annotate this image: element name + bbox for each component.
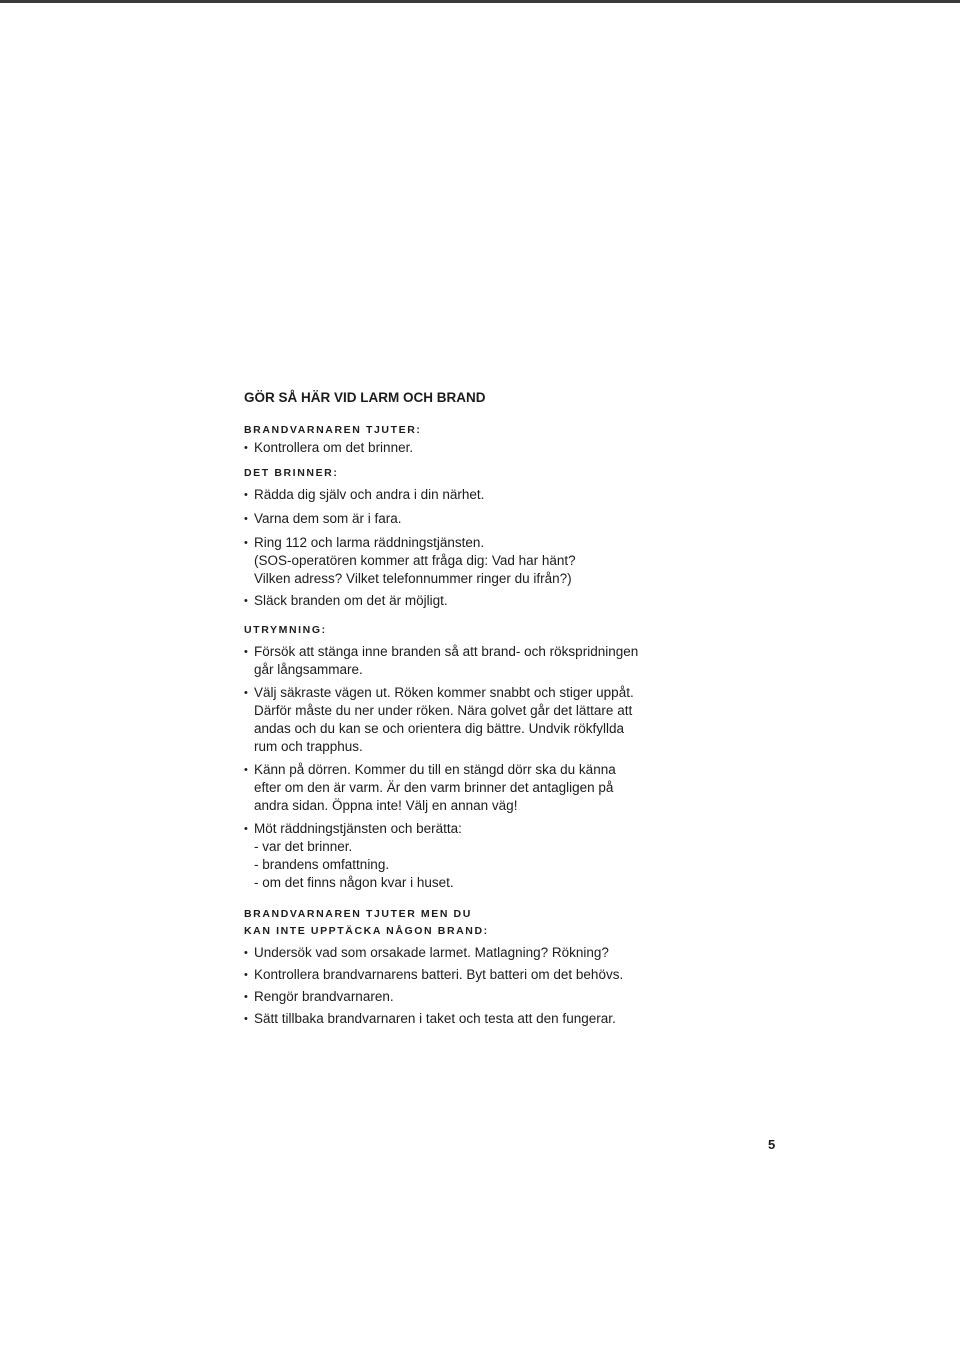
list-item-line: • Känn på dörren. Kommer du till en stängd dörr ska du känna <box>254 762 616 777</box>
page-number: 5 <box>768 1137 776 1152</box>
list-item-line: - brandens omfattning. <box>254 857 390 872</box>
section-brinner <box>244 465 684 610</box>
list-item-line: rum och trapphus. <box>254 739 363 754</box>
top-border-rule <box>0 0 960 3</box>
list-item-line: - om det finns någon kvar i huset. <box>254 875 454 890</box>
section-upptacka <box>244 906 684 1028</box>
section-heading-upptacka-cont: KAN INTE UPPTÄCKA NÅGON BRAND: <box>244 925 489 937</box>
list-item-line: • Välj säkraste vägen ut. Röken kommer snabbt och stiger uppåt. <box>254 685 634 700</box>
section-list-upptacka <box>244 944 684 1028</box>
list-item: • Släck branden om det är möjligt. <box>244 592 684 610</box>
list-item: • Varna dem som är i fara. <box>244 510 684 528</box>
list-item-line: • Ring 112 och larma räddningstjänsten. <box>254 535 485 550</box>
list-item: • Kontrollera brandvarnarens batteri. Byt batteri om det behövs. <box>244 966 684 984</box>
section-larm <box>244 422 684 457</box>
sos-note-line: Vilken adress? Vilket telefonnummer ringer du ifrån?) <box>254 571 572 586</box>
list-item <box>244 761 684 815</box>
list-item-line: Därför måste du ner under röken. Nära golvet går det lättare att <box>254 703 633 718</box>
list-item-line: - var det brinner. <box>254 839 353 854</box>
list-item-line: efter om den är varm. Är den varm brinner det antagligen på <box>254 780 614 795</box>
list-item: • Rengör brandvarnaren. <box>244 988 684 1006</box>
list-item-line: • Möt räddningstjänsten och berätta: <box>254 821 462 836</box>
section-list-brinner <box>244 486 684 610</box>
list-item <box>244 820 684 892</box>
list-item-line: andas och du kan se och orientera dig bättre. Undvik rökfyllda <box>254 721 624 736</box>
list-item: • Kontrollera om det brinner. <box>244 439 684 457</box>
list-item: • Sätt tillbaka brandvarnaren i taket och testa att den fungerar. <box>244 1010 684 1028</box>
sos-note-line: (SOS-operatören kommer att fråga dig: Vad har hänt? <box>254 553 576 568</box>
list-item-line: går långsammare. <box>254 662 363 677</box>
list-item: • Undersök vad som orsakade larmet. Matlagning? Rökning? <box>244 944 684 962</box>
section-heading-larm: BRANDVARNAREN TJUTER: <box>244 424 422 436</box>
section-heading-brinner: DET BRINNER: <box>244 467 339 479</box>
section-heading-utrymning: UTRYMNING: <box>244 624 327 636</box>
page-title: GÖR SÅ HÄR VID LARM OCH BRAND <box>244 390 486 405</box>
instructions-block <box>244 389 684 1028</box>
section-heading-upptacka: BRANDVARNAREN TJUTER MEN DU <box>244 908 472 920</box>
list-item <box>244 534 684 588</box>
section-list-larm <box>244 439 684 457</box>
list-item <box>244 684 684 756</box>
section-list-utrymning <box>244 643 684 892</box>
list-item <box>244 643 684 679</box>
section-utrymning <box>244 622 684 892</box>
list-item: • Rädda dig själv och andra i din närhet. <box>244 486 684 504</box>
list-item-line: • Försök att stänga inne branden så att brand- och rökspridningen <box>254 644 639 659</box>
list-item-line: andra sidan. Öppna inte! Välj en annan väg! <box>254 798 518 813</box>
